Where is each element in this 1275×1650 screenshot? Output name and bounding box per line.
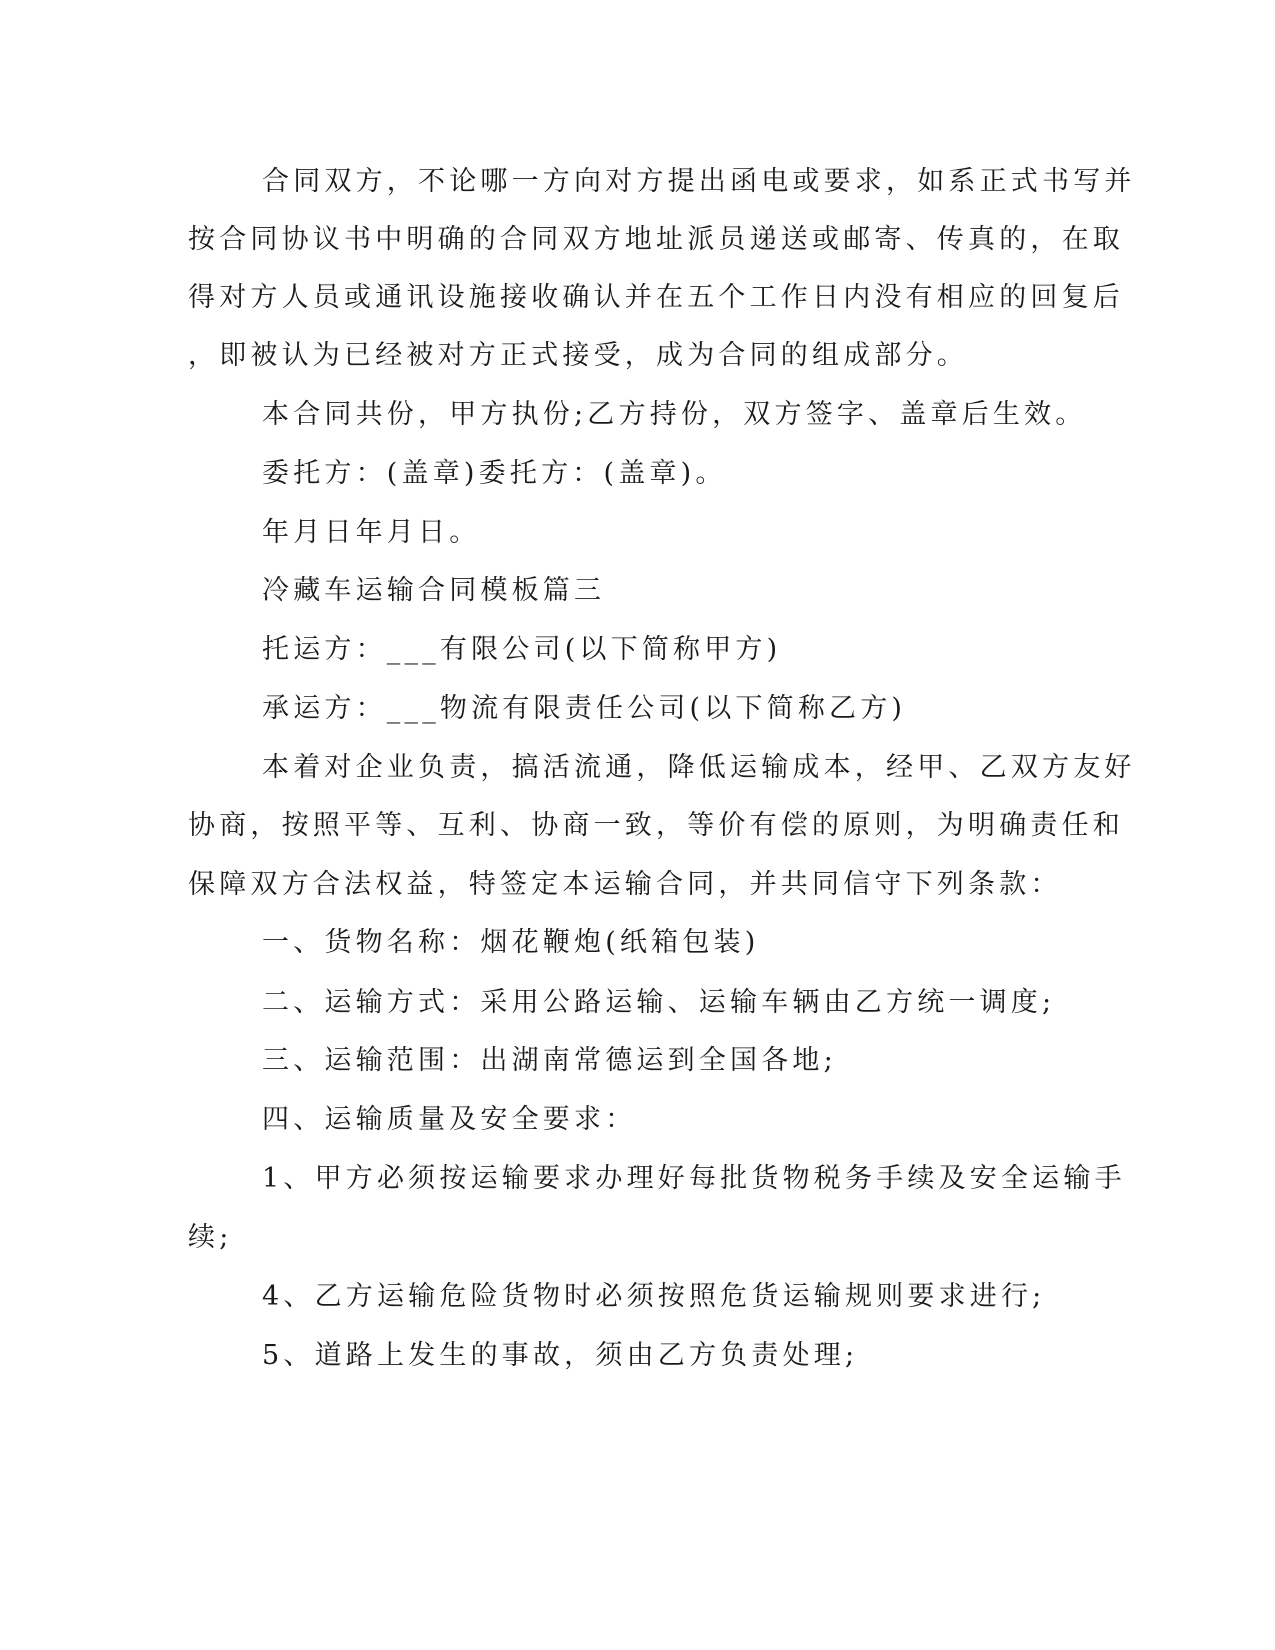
paragraph-line: 按合同协议书中明确的合同双方地址派员递送或邮寄、传真的，在取 [188, 224, 1124, 255]
paragraph-line: 4、乙方运输危险货物时必须按照危货运输规则要求进行; [262, 1281, 1046, 1312]
paragraph-line: 1、甲方必须按运输要求办理好每批货物税务手续及安全运输手 [262, 1163, 1126, 1194]
paragraph-line: 年月日年月日。 [262, 517, 481, 548]
paragraph-line: 保障双方合法权益，特签定本运输合同，并共同信守下列条款： [188, 869, 1062, 900]
paragraph-line: 四、运输质量及安全要求： [262, 1104, 637, 1135]
paragraph-line: 5、道路上发生的事故，须由乙方负责处理; [262, 1340, 859, 1371]
paragraph-line: 续; [188, 1222, 233, 1253]
paragraph-line: 得对方人员或通讯设施接收确认并在五个工作日内没有相应的回复后 [188, 282, 1124, 313]
paragraph-line: 本着对企业负责，搞活流通，降低运输成本，经甲、乙双方友好 [262, 752, 1136, 783]
paragraph-line: 三、运输范围：出湖南常德运到全国各地; [262, 1045, 837, 1076]
paragraph-line: 本合同共份，甲方执份;乙方持份，双方签字、盖章后生效。 [262, 399, 1087, 430]
paragraph-line: 托运方：___有限公司(以下简称甲方) [262, 634, 782, 665]
paragraph-line: 合同双方，不论哪一方向对方提出函电或要求，如系正式书写并 [262, 166, 1136, 197]
paragraph-line: 承运方：___物流有限责任公司(以下简称乙方) [262, 693, 907, 724]
section-heading: 冷藏车运输合同模板篇三 [262, 575, 606, 606]
paragraph-line: 协商，按照平等、互利、协商一致，等价有偿的原则，为明确责任和 [188, 810, 1124, 841]
paragraph-line: 一、货物名称：烟花鞭炮(纸箱包装) [262, 927, 760, 958]
paragraph-line: ，即被认为已经被对方正式接受，成为合同的组成部分。 [188, 340, 968, 371]
paragraph-line: 二、运输方式：采用公路运输、运输车辆由乙方统一调度; [262, 987, 1056, 1018]
paragraph-line: 委托方：(盖章)委托方：(盖章)。 [262, 458, 727, 489]
